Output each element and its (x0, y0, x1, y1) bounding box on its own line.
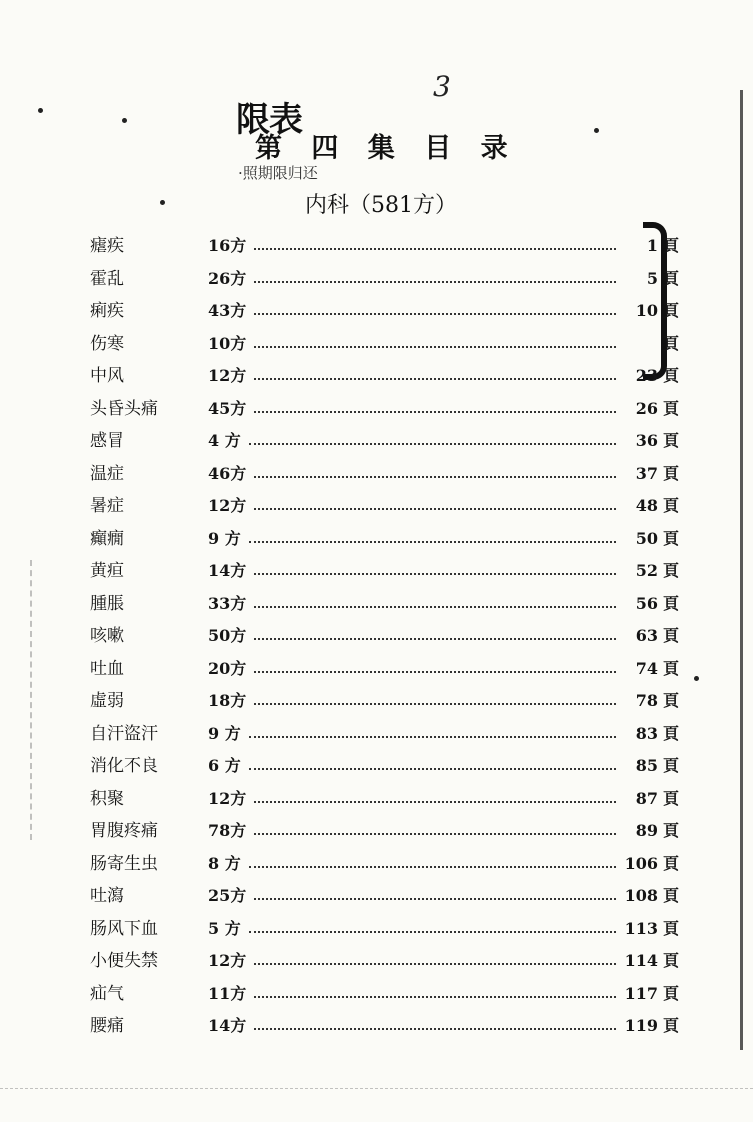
dot-leader (254, 362, 616, 380)
toc-entry-count: 43方 (208, 301, 247, 320)
toc-entry-name: 腫脹 (90, 593, 124, 614)
dot-leader (254, 882, 616, 900)
dot-leader (249, 525, 616, 543)
dot-leader (249, 427, 616, 445)
toc-entry-name: 肠风下血 (90, 918, 158, 939)
toc-entry-count: 9 方 (208, 723, 241, 743)
toc-entry-name: 温症 (90, 463, 124, 484)
toc-entry-page: 50 (635, 528, 658, 548)
toc-entry-count: 12方 (208, 951, 247, 970)
toc-entry (84, 850, 684, 883)
toc-entry-name: 癲癇 (90, 528, 124, 549)
toc-entry (84, 492, 684, 525)
toc-entry-page-unit: 頁 (662, 821, 679, 840)
toc-entry-name: 暑症 (90, 496, 124, 516)
toc-entry-count: 5 方 (208, 918, 241, 938)
toc-entry (84, 622, 684, 655)
library-stamp: 限表 (236, 100, 302, 140)
toc-entry (84, 947, 684, 980)
toc-entry (84, 915, 684, 948)
toc-entry-count: 18方 (208, 691, 247, 710)
dot-leader (254, 232, 616, 250)
toc-entry-name: 积聚 (90, 788, 124, 809)
dot-leader (254, 622, 616, 640)
toc-entry-name: 黄疸 (90, 561, 124, 581)
toc-entry (84, 427, 684, 460)
toc-entry-page-unit: 頁 (662, 528, 679, 548)
toc-entry-page: 26 (635, 398, 658, 418)
toc-entry-page: 89 (635, 821, 658, 840)
toc-entry-page-unit: 頁 (662, 1016, 679, 1035)
toc-entry-count: 10方 (208, 333, 247, 353)
dot-leader (254, 817, 616, 835)
toc-entry-page: 85 (635, 756, 658, 775)
toc-entry (84, 265, 684, 298)
toc-entry (84, 590, 684, 623)
toc-entry-page-unit: 頁 (662, 951, 679, 970)
toc-entry-count: 50方 (208, 626, 247, 645)
toc-entry (84, 1012, 684, 1045)
toc-entry-page-unit: 頁 (662, 463, 679, 483)
ink-speck (594, 128, 599, 133)
dot-leader (249, 850, 616, 868)
toc-entry-page-unit: 頁 (662, 333, 679, 353)
toc-entry-page: 1 (646, 236, 658, 255)
dot-leader (249, 720, 616, 738)
dot-leader (254, 590, 616, 608)
toc-entry-page-unit: 頁 (662, 853, 679, 873)
toc-entry-page-unit: 頁 (662, 658, 679, 678)
dot-leader (254, 297, 616, 315)
toc-entry-name: 吐瀉 (90, 886, 124, 906)
toc-entry-name: 头昏头痛 (90, 398, 158, 419)
toc-entry-name: 虛弱 (90, 691, 124, 711)
ink-speck (160, 200, 165, 205)
toc-entry (84, 297, 684, 330)
toc-entry-count: 12方 (208, 788, 247, 808)
toc-entry-page: 37 (635, 463, 658, 483)
toc-entry-count: 8 方 (208, 853, 241, 873)
toc-entry-page: 106 (624, 853, 658, 873)
toc-entry (84, 817, 684, 850)
dot-leader (254, 655, 616, 673)
toc-entry-count: 16方 (208, 236, 247, 255)
toc-entry-page-unit: 頁 (662, 431, 679, 450)
toc-entry-name: 肠寄生虫 (90, 853, 158, 874)
toc-entry-name: 吐血 (90, 658, 124, 679)
toc-entry-page-unit: 頁 (662, 366, 679, 385)
toc-entry-count: 6 方 (208, 756, 241, 775)
toc-entry-page-unit: 頁 (662, 756, 679, 775)
toc-entry (84, 882, 684, 915)
toc-entry-count: 4 方 (208, 431, 241, 450)
toc-entry-page: 108 (624, 886, 658, 905)
toc-entry-page: 114 (624, 951, 658, 970)
ink-speck (38, 108, 43, 113)
ink-speck (122, 118, 127, 123)
toc-entry-page: 52 (635, 561, 658, 580)
toc-entry (84, 752, 684, 785)
toc-entry-count: 26方 (208, 268, 247, 288)
stamp-note: ·照期限归还 (238, 164, 318, 182)
dot-leader (249, 915, 616, 933)
toc-entry-name: 咳嗽 (90, 626, 124, 646)
toc-entry-page-unit: 頁 (662, 593, 679, 613)
toc-entry-page-unit: 頁 (662, 788, 679, 808)
toc-entry-page: 117 (624, 983, 658, 1003)
toc-entry-name: 胃腹疼痛 (90, 821, 158, 841)
section-subtitle: 内科（581方） (305, 193, 457, 218)
toc-entry-page: 63 (635, 626, 658, 645)
toc-entry-count: 45方 (208, 398, 247, 418)
toc-entry-name: 霍乱 (90, 268, 124, 289)
toc-entry (84, 330, 684, 363)
toc-entry-name: 自汗盜汗 (90, 723, 158, 744)
table-of-contents (84, 232, 684, 1045)
page-title: 第 四 集 目 录 (255, 133, 518, 164)
toc-entry-page: 74 (635, 658, 658, 678)
toc-entry (84, 687, 684, 720)
toc-entry-count: 11方 (208, 983, 247, 1003)
toc-entry-name: 中风 (90, 366, 124, 386)
page-number: 3 (433, 70, 451, 103)
toc-entry-page-unit: 頁 (662, 236, 679, 255)
toc-entry-page-unit: 頁 (662, 398, 679, 418)
toc-entry (84, 525, 684, 558)
toc-entry-page: 83 (635, 723, 658, 743)
toc-entry-name: 消化不良 (90, 756, 158, 776)
dot-leader (254, 265, 616, 283)
toc-entry (84, 655, 684, 688)
dot-leader (254, 557, 616, 575)
toc-entry-page-unit: 頁 (662, 626, 679, 645)
toc-entry (84, 395, 684, 428)
toc-entry-count: 12方 (208, 366, 247, 385)
toc-entry-page: 5 (646, 268, 658, 288)
toc-entry-page-unit: 頁 (662, 983, 679, 1003)
toc-entry-page: 56 (635, 593, 658, 613)
bottom-edge-line (0, 1088, 753, 1090)
toc-entry (84, 557, 684, 590)
dot-leader (254, 785, 616, 803)
toc-entry (84, 232, 684, 265)
toc-entry-name: 腰痛 (90, 1016, 124, 1036)
toc-entry (84, 460, 684, 493)
toc-entry-page: 48 (635, 496, 658, 515)
dot-leader (254, 395, 616, 413)
dot-leader (249, 752, 616, 770)
toc-entry-page-unit: 頁 (662, 561, 679, 580)
dot-leader (254, 460, 616, 478)
toc-entry-count: 25方 (208, 886, 247, 905)
toc-entry-name: 小便失禁 (90, 951, 158, 971)
toc-entry-page-unit: 頁 (662, 918, 679, 938)
toc-entry-count: 33方 (208, 593, 247, 613)
toc-entry-name: 痢疾 (90, 301, 124, 321)
toc-entry-page: 119 (624, 1016, 658, 1035)
dot-leader (254, 687, 616, 705)
toc-entry-page-unit: 頁 (662, 268, 679, 288)
dot-leader (254, 980, 616, 998)
dot-leader (254, 947, 616, 965)
toc-entry-page-unit: 頁 (662, 496, 679, 515)
toc-entry-page: 36 (635, 431, 658, 450)
toc-entry-page: 113 (624, 918, 658, 938)
toc-entry-name: 瘧疾 (90, 236, 124, 256)
toc-entry-count: 14方 (208, 561, 247, 580)
toc-entry-name: 疝气 (90, 983, 124, 1004)
ink-speck (694, 676, 699, 681)
toc-entry-name: 感冒 (90, 431, 124, 451)
toc-entry-page-unit: 頁 (662, 723, 679, 743)
toc-entry (84, 980, 684, 1013)
toc-entry (84, 785, 684, 818)
toc-entry-page-unit: 頁 (662, 301, 679, 320)
toc-entry-count: 9 方 (208, 528, 241, 548)
dot-leader (254, 330, 616, 348)
binding-spine (0, 560, 32, 840)
toc-entry-count: 20方 (208, 658, 247, 678)
page-edge-line (740, 90, 743, 1050)
toc-entry-count: 14方 (208, 1016, 247, 1035)
toc-entry-count: 12方 (208, 496, 247, 515)
toc-entry-page-unit: 頁 (662, 691, 679, 710)
toc-entry-page: 23 (635, 366, 658, 385)
dot-leader (254, 492, 616, 510)
dot-leader (254, 1012, 616, 1030)
toc-entry-page: 87 (635, 788, 658, 808)
toc-entry-count: 78方 (208, 821, 247, 840)
toc-entry (84, 362, 684, 395)
toc-entry (84, 720, 684, 753)
toc-entry-name: 伤寒 (90, 333, 124, 354)
toc-entry-page: 10 (635, 301, 658, 320)
toc-entry-page-unit: 頁 (662, 886, 679, 905)
toc-entry-page: 78 (635, 691, 658, 710)
toc-entry-count: 46方 (208, 463, 247, 483)
